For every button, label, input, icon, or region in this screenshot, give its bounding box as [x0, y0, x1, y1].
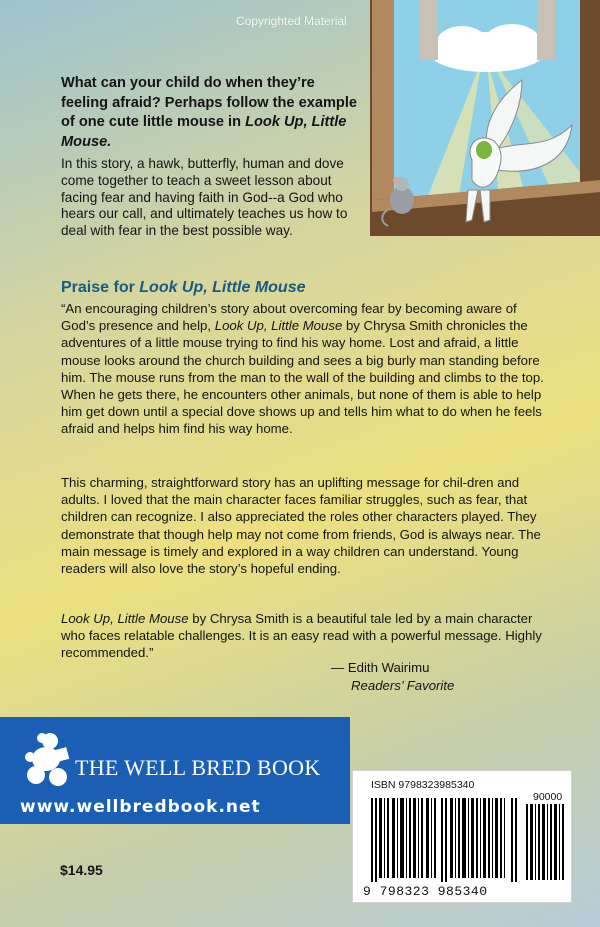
- cover-illustration: [370, 0, 600, 236]
- barcode-bars: [371, 798, 521, 882]
- poodle-reading-icon: [22, 731, 72, 789]
- barcode-addon-number: 90000: [533, 791, 563, 803]
- price: $14.95: [60, 862, 103, 878]
- publisher-url: www.wellbredbook.net: [20, 797, 261, 817]
- review-book-title-2: Look Up, Little Mouse: [61, 611, 189, 626]
- reviewer-name: — Edith Wairimu: [331, 660, 430, 675]
- publisher-name: THE WELL BRED BOOK: [75, 755, 321, 780]
- review-paragraph-1: “An encouraging children’s story about overcoming fear by becoming aware of God’s presence and help, Look Up, Little Mouse by Chrysa Smith chronicles the adventures of a little mouse trying to find his way home. Lost and afraid, a little mouse looks around the church building and sees a big burly man standing before him. The mouse runs from the man to the wall of the building and climbs to the top. When he gets there, he encounters other animals, but none of them is able to help him get down until a special dove shows up and tells him what to do when he feels afraid and helps him find his way home.: [61, 301, 544, 437]
- barcode-addon-bars: [526, 804, 566, 880]
- review-paragraph-3: Look Up, Little Mouse by Chrysa Smith is a beautiful tale led by a main character who faces relatable challenges. It is an easy read with a powerful message. Highly recommended.”: [61, 611, 542, 661]
- praise-heading: Praise for Look Up, Little Mouse: [61, 279, 306, 296]
- review-book-title: Look Up, Little Mouse: [214, 318, 343, 334]
- publisher-banner: [0, 717, 350, 824]
- barcode-digits: 9 798323 985340: [363, 884, 488, 899]
- watermark: Copyrighted Material: [236, 14, 347, 28]
- praise-book-title: Look Up, Little Mouse: [139, 279, 306, 296]
- review-paragraph-2: This charming, straightforward story has an uplifting message for chil-dren and adults. I loved that the main character faces familiar struggles, such as fear, that children can recognize. I also appreciated the roles other characters played. They demonstrate that though help may not come from friends, God is always near. The main message is timely and explored in a way children can understand. Young readers will also love the story’s hopeful ending.: [61, 475, 541, 577]
- intro-book-title: Look Up, Little Mouse.: [61, 114, 347, 150]
- intro-paragraph: In this story, a hawk, butterfly, human and dove come together to teach a sweet lesson about facing fear and having faith in God--a God who hears our call, and ultimately teaches us how to deal with fear in the best possible way.: [61, 156, 348, 239]
- mouse-and-dove-illustration: [372, 0, 600, 236]
- isbn-barcode: [352, 770, 572, 903]
- isbn-label: ISBN 9798323985340: [371, 779, 475, 791]
- review-source: Readers’ Favorite: [351, 678, 455, 693]
- intro-question: What can your child do when they’re feeling afraid? Perhaps follow the example of one cute little mouse in Look Up, Little Mouse.: [61, 75, 358, 150]
